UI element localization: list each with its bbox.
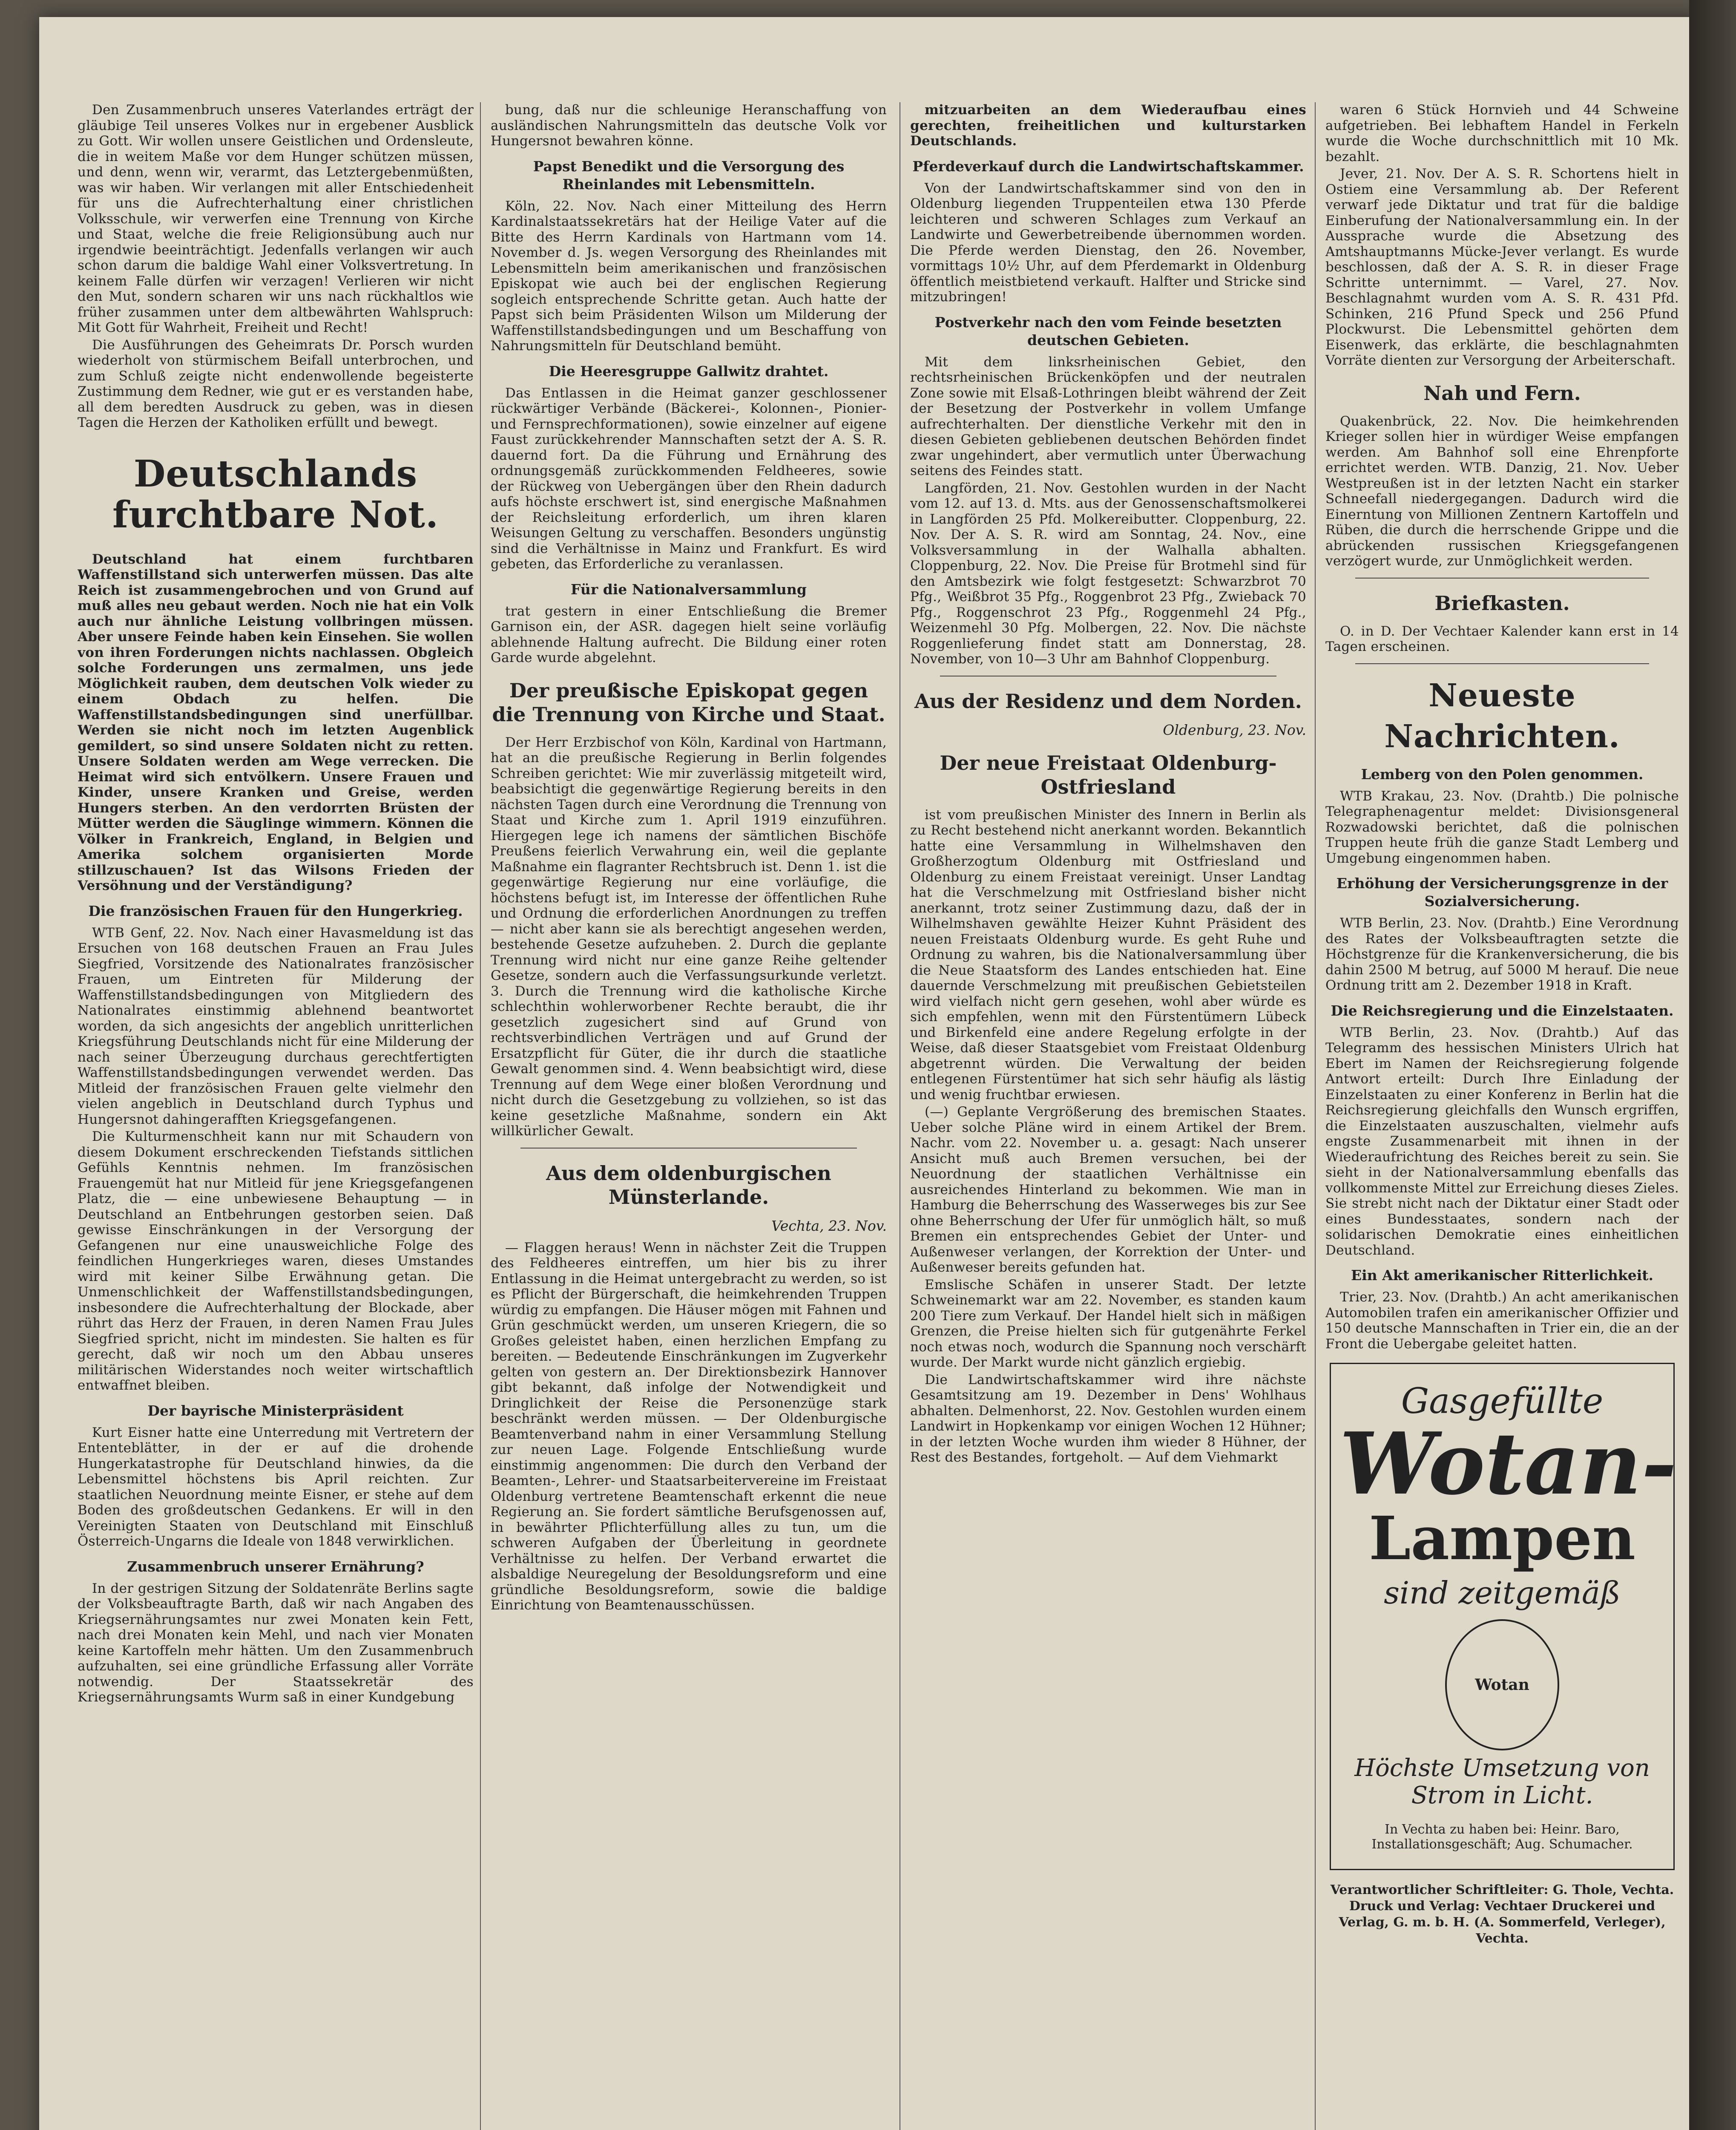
column-4 [1325,102,1679,2130]
subhead-postverkehr: Postverkehr nach den vom Feinde besetzten deutschen Gebieten. [934,314,1282,348]
article-text: Köln, 22. Nov. Nach einer Mitteilung des Herrn Kardinalstaatssekretärs hat der Heilige Vater auf die Bitte des Herrn Kardinals von Hartmann vom 14. November d. Js. wegen Versorgung des Rheinlandes mit Lebensmitteln beim amerikanischen und französischen Episkopat wie auch bei der englischen Regierung sogleich entsprechende Schritte getan. Auch hatte der Papst sich beim Präsidenten Wilson um Milderung der Waffenstillstandsbedingungen und um Beschaffung von Nahrungsmitteln für Deutschland bemüht. [491,198,887,354]
article-text: ist vom preußischen Minister des Innern in Berlin als zu Recht bestehend nicht anerkannt worden. Bekanntlich hatte eine Versammlung in Wilhelmshaven den Großherzogtum Oldenburg mit Ostfriesland und Oldenburg zu einem Freistaat vereinigt. Unser Landtag hat die Verschmelzung mit Ostfriesland bisher nicht anerkannt, trotz seiner Zustimmung dazu, daß der in Wilhelmshaven gewählte Heizer Kuhnt Präsident des neuen Freistaats Oldenburg wurde. Es geht Ruhe und Ordnung zu wahren, bis die Nationalversammlung über die Neue Staatsform des Landes entschieden hat. Eine dauernde Verschmelzung mit preußischen Gebietsteilen wird vielfach nicht gern gesehen, wohl aber würde es sich empfehlen, wenn mit den Fürstentümern Lübeck und Birkenfeld eine andere Regelung erfolgte in der Weise, daß dieser Staatsgebiet vom Freistaat Oldenburg abgetrennt würden. Die Verwaltung der beiden entlegenen Fürstentümer hat sich sehr häufig als lästig und wenig fruchtbar erwiesen. [910,807,1306,1102]
headline-nah-und-fern: Nah und Fern. [1423,381,1581,405]
ad-slogan: Höchste Umsetzung von Strom in Licht. [1354,1754,1650,1809]
article-text: mitzuarbeiten an dem Wiederaufbau eines gerechten, freiheitlichen und kulturstarken Deutschlands. [910,102,1306,149]
article-text: Deutschland hat einem furchtbaren Waffenstillstand sich unterwerfen müssen. Das alte Reich ist zusammengebrochen und von Grund auf muß alles neu gebaut werden. Noch nie hat ein Volk auch nur ähnliche Leistung vollbringen müssen. Aber unsere Feinde haben kein Einsehen. Sie wollen von ihren Forderungen nichts nachlassen. Obgleich solche Forderungen uns zermalmen, uns jede Möglichkeit rauben, dem deutschen Volk wieder zu einem Obdach zu helfen. Die Waffenstillstandsbedingungen sind unerfüllbar. Werden sie nicht noch im letzten Augenblick gemildert, so sind unsere Soldaten nicht zu retten. Unsere Soldaten werden am Wege verrecken. Die Heimat wird sich entvölkern. Unsere Frauen und Kinder, unsere Kranken und Greise, werden Hungers sterben. An den verdorrten Brüsten der Mütter werden die Säuglinge wimmern. Können die Völker in Frankreich, England, in Belgien und Amerika solchem organisierten Morde stillzuschauen? Ist das Wilsons Frieden der Versöhnung und der Verständigung? [78,551,474,893]
article-text: Kurt Eisner hatte eine Unterredung mit Vertretern der Ententeblätter, in der er auf die drohende Hungerkatastrophe für Deutschland hinwies, da die Lebensmittel höchstens bis April reichten. Zur staatlichen Neuordnung meinte Eisner, er stehe auf dem Boden des großdeutschen Gedankens. Er will in den Vereinigten Staaten von Deutschland mit Einschluß Österreich-Ungarns die Ideale von 1848 verwirklichen. [78,1425,474,1549]
article-text: trat gestern in einer Entschließung die Bremer Garnison ein, der ASR. dagegen hielt seine vorläufig ablehnende Haltung aufrecht. Die Bildung einer roten Garde wurde abgelehnt. [491,603,887,665]
article-text: Den Zusammenbruch unseres Vaterlandes erträgt der gläubige Teil unseres Volkes nur in ergebener Ausblick zu Gott. Wir wollen unsere Geistlichen und Ordensleute, die in weitem Maße vor dem Hunger schützen müssen, und denn, wenn wir, verarmt, das Letztergebenmüßten, was wir haben. Wir verlangen mit aller Entschiedenheit für uns die Aufrechterhaltung einer christlichen Volksschule, wir verwerfen eine Trennung von Kirche und Staat, welche die freie Religionsübung auch nur irgendwie beeinträchtigt. Jedenfalls verlangen wir auch schon darum die baldige Wahl einer Volksvertretung. In keinem Falle dürfen wir verzagen! Verlieren wir nicht den Mut, sondern scharen wir uns nach rückhaltlos wie früher zusammen unter dem altbewährten Wahlspruch: Mit Gott für Wahrheit, Freiheit und Recht! [78,102,474,335]
ad-brand: Wotan- [1339,1414,1677,1514]
column-3 [910,102,1306,2130]
subhead-ernaehrung: Zusammenbruch unserer Ernährung? [127,1558,424,1575]
article-text: bung, daß nur die schleunige Heranschaffung von ausländischen Nahrungsmitteln das deutsche Volk vor Hungersnot bewahren könne. [491,102,887,149]
article-text: Emslische Schäfen in unserer Stadt. Der letzte Schweinemarkt war am 22. November, es standen kaum 200 Tiere zum Verkauf. Der Handel hielt sich in mäßigen Grenzen, die Preise hielten sich für gutgenährte Ferkel noch etwas noch, wodurch die Spannung noch verschärft wurde. Der Markt wurde nicht gänzlich ergiebig. [910,1277,1306,1370]
article-text: Die Ausführungen des Geheimrats Dr. Porsch wurden wiederholt von stürmischem Beifall unterbrochen, und zum Schluß zeigte nicht endenwollende begeisterte Zustimmung dem Redner, wie gut er es verstanden habe, all dem beredten Ausdruck zu geben, was in diesen Tagen die Herzen der Katholiken erfüllt und bewegt. [78,337,474,430]
headline-residenz: Aus der Residenz und dem Norden. [914,689,1302,713]
article-text: Mit dem linksrheinischen Gebiet, den rechtsrheinischen Brückenköpfen und der neutralen Zone sowie mit Elsaß-Lothringen bleibt während der Zeit der Besetzung der Postverkehr in vollem Umfange aufrechterhalten. Der dienstliche Verkehr mit den in diesen Gebieten gebliebenen deutschen Behörden findet zwar ungehindert, aber vermutlich unter Überwachung seitens des Feindes statt. [910,354,1306,478]
subhead-gallwitz: Die Heeresgruppe Gallwitz drahtet. [549,363,829,380]
article-text: waren 6 Stück Hornvieh und 44 Schweine aufgetrieben. Bei lebhaftem Handel in Ferkeln wurde die Woche durchschnittlich mit 10 Mk. bezahlt. [1325,102,1679,164]
ad-line: Gasgefüllte [1401,1381,1604,1422]
article-text: (—) Geplante Vergrößerung des bremischen Staates. Ueber solche Pläne wird in einem Artikel der Brem. Nachr. vom 22. November u. a. gesagt: Nach unserer Ansicht muß auch Bremen versuchen, bei der Neuordnung der staatlichen Verhältnisse ein ausreichendes Hinterland zu bekommen. Wie man in Hamburg die Beherrschung des Wasserweges bis zur See ohne Beherrschung der Ufer für unmöglich hält, so muß Bremen ein entsprechendes Gebiet der Unter- und Außenweser verlangen, der Korrektion der Unter- und Außenweser bereits gefunden hat. [910,1104,1306,1275]
headline-muensterlande: Aus dem oldenburgischen Münsterlande. [546,1161,831,1209]
article-text: In der gestrigen Sitzung der Soldatenräte Berlins sagte der Volksbeauftragte Barth, daß wir nach Angaben des Kriegsernährungsamtes nur zwei Monaten kein Fett, nach drei Monaten kein Mehl, und nach vier Monaten keine Kartoffeln mehr hätten. Um den Zusammenbruch aufzuhalten, sei eine gründliche Erfassung aller Vorräte notwendig. Der Staatssekretär des Kriegsernährungsamts Wurm saß in einer Kundgebung [78,1580,474,1705]
subhead-lemberg: Lemberg von den Polen genommen. [1361,766,1644,783]
divider [1355,578,1649,579]
subhead-frauen: Die französischen Frauen für den Hungerkrieg. [88,902,463,919]
article-text: Der Herr Erzbischof von Köln, Kardinal von Hartmann, hat an die preußische Regierung in Berlin folgendes Schreiben gerichtet: Wie mir zuverlässig mitgeteilt wird, beabsichtigt die gegenwärtige Regierung bereits in den nächsten Tagen durch eine Verordnung die Trennung von Staat und Kirche zum 1. April 1919 einzuführen. Hiergegen lege ich namens der sämtlichen Bischöfe Preußens feierlich Verwahrung ein, weil die geplante Maßnahme ein flagranter Rechtsbruch ist. Denn 1. ist die gegenwärtige Regierung nur eine vorläufige, die höchstens befugt ist, im Interesse der öffentlichen Ruhe und Ordnung die erforderlichen Anordnungen zu treffen — nicht aber kann sie als berechtigt angesehen werden, bestehende Gesetze aufzuheben. 2. Durch die geplante Trennung wird nicht nur eine ganze Reihe geltender Gesetze, sondern auch die Verfassungsurkunde verletzt. 3. Durch die Trennung wird die katholische Kirche schlechthin wohlerworbener Rechte beraubt, die ihr gesetzlich zugesichert sind auf Grund von rechtsverbindlichen Verträgen und auf Grund der Ersatzpflicht für Güter, die ihr durch die staatliche Gewalt genommen sind. 4. Wenn beabsichtigt wird, diese Trennung auf dem Wege einer bloßen Verordnung und nicht durch die Gesetzgebung zu vollziehen, so ist das keine gesetzliche Maßnahme, sondern ein Akt willkürlicher Gewalt. [491,734,887,1139]
column-1 [78,102,474,2130]
dateline: Vechta, 23. Nov. [771,1217,887,1234]
headline-episkopat: Der preußische Episkopat gegen die Trennung von Kirche und Staat. [492,679,885,726]
article-text: O. in D. Der Vechtaer Kalender kann erst in 14 Tagen erscheinen. [1325,623,1679,654]
article-text: Langförden, 21. Nov. Gestohlen wurden in der Nacht vom 12. auf 13. d. Mts. aus der Genossenschaftsmolkerei in Langförden 25 Pfd. Molkereibutter. Cloppenburg, 22. Nov. Der A. S. R. wird am Sonntag, 24. Nov., eine Volksversammlung in der Walhalla abhalten. Cloppenburg, 22. Nov. Die Preise für Brotmehl sind für den Amtsbezirk wie folgt festgesetzt: Schwarzbrot 70 Pfg., Weißbrot 35 Pfg., Roggenbrot 23 Pfg., Zwieback 70 Pfg., Roggenschrot 23 Pfg., Roggenmehl 24 Pfg., Weizenmehl 30 Pfg. Molbergen, 22. Nov. Die nächste Roggenlieferung findet statt am Donnerstag, 28. November, von 10—3 Uhr am Bahnhof Cloppenburg. [910,480,1306,667]
article-text: WTB Berlin, 23. Nov. (Drahtb.) Eine Verordnung des Rates der Volksbeauftragten setzte die Höchstgrenze für die Krankenversicherung, die bis dahin 2500 M betrug, auf 5000 M herauf. Die neue Ordnung tritt am 2. Dezember 1918 in Kraft. [1325,915,1679,993]
binding-edge [1689,0,1736,2130]
article-text: — Flaggen heraus! Wenn in nächster Zeit die Truppen des Feldheeres eintreffen, um hier bis zu ihrer Entlassung in die Heimat untergebracht zu werden, so ist es Pflicht der Bürgerschaft, die heimkehrenden Truppen würdig zu empfangen. Die Häuser mögen mit Fahnen und Grün geschmückt werden, um unseren Kriegern, die so Großes geleistet haben, einen herzlichen Empfang zu bereiten. — Bedeutende Einschränkungen im Zugverkehr gelten von gestern an. Der Direktionsbezirk Hannover gibt bekannt, daß infolge der Notwendigkeit und Dringlichkeit der Reise die Personenzüge stark beschränkt werden müssen. — Der Oldenburgische Beamtenverband nahm in einer Versammlung Stellung zur neuen Lage. Folgende Entschließung wurde einstimmig angenommen: Die durch den Verband der Beamten-, Lehrer- und Staatsarbeitervereine im Freistaat Oldenburg vertretene Beamtenschaft erkennt die neue Regierung an. Sie fordert sämtliche Berufsgenossen auf, in bewährter Pflichterfüllung alles zu tun, um die schweren Aufgaben der Überleitung in geordnete Verhältnisse zu helfen. Der Verband erwartet die alsbaldige Neuregelung der Besoldungsreform und eine gründliche Besoldungsreform, sowie die baldige Einrichtung von Beamtenausschüssen. [491,1240,887,1613]
column-2 [491,102,887,2130]
article-text: Jever, 21. Nov. Der A. S. R. Schortens hielt in Ostiem eine Versammlung ab. Der Referent verwarf jede Diktatur und trat für die baldige Einberufung der Nationalversammlung ein. In der Aussprache wurde die Absetzung des Amtshauptmanns Mücke-Jever verlangt. Es wurde beschlossen, daß der A. S. R. in dieser Frage Schritte unternimmt. — Varel, 27. Nov. Beschlagnahmt wurden vom A. S. R. 431 Pfd. Schinken, 216 Pfund Speck und 256 Pfund Plockwurst. Die Lebensmittel gehörten dem Eisenwerk, das erklärte, die beschlagnahmten Vorräte dienten zur Versorgung der Arbeiterschaft. [1325,166,1679,368]
article-text: WTB Berlin, 23. Nov. (Drahtb.) Auf das Telegramm des hessischen Ministers Ulrich hat Ebert im Namen der Reichsregierung folgende Antwort erteilt: Durch Ihre Einladung der Einzelstaaten zu einer Konferenz in Berlin hat die Reichsregierung gleichfalls den Wunsch ergriffen, die Einzelstaaten auszuschalten, vielmehr aufs engste Zusammenarbeit mit ihnen in der Wiederaufrichtung des Reiches bereit zu sein. Sie sieht in der Nationalversammlung ebenfalls das vollkommenste Mittel zur Erreichung dieses Zieles. Sie strebt nicht nach der Diktatur einer Stadt oder eines Bundesstaates, sondern nach der solidarischen Demokratie eines einheitlichen Deutschland. [1325,1025,1679,1258]
subhead-einzelstaaten: Die Reichsregierung und die Einzelstaaten. [1331,1002,1674,1019]
subhead-papst: Papst Benedikt und die Versorgung des Rheinlandes mit Lebensmitteln. [533,158,845,193]
subhead-versicherungsgrenze: Erhöhung der Versicherungsgrenze in der Sozialversicherung. [1336,875,1668,910]
ad-line: sind zeitgemäß [1384,1575,1621,1611]
divider [1355,663,1649,664]
headline-deutschlands-not: Deutschlands furchtbare Not. [112,452,439,536]
bulb-label: Wotan [1475,1676,1529,1694]
dateline: Oldenburg, 23. Nov. [1163,721,1306,738]
article-text: WTB Genf, 22. Nov. Nach einer Havasmeldung ist das Ersuchen von 168 deutschen Frauen an Frau Jules Siegfried, Vorsitzende des Nationalrates französischer Frauen, um Eintreten für Milderung der Waffenstillstandsbedingungen von Mitgliedern des Nationalrates einstimmig ablehnend beantwortet worden, da sich angesichts der angeblich unritterlichen Kriegsführung Deutschlands nicht für eine Milderung der nach seiner Überzeugung durchaus gerechtfertigten Waffenstillstandsbedingungen verwendet werden. Das Mitleid der französischen Frauen gelte vielmehr den vielen angeblich in Deutschland durch Typhus und Hungersnot dahingerafften Kriegsgefangenen. [78,925,474,1127]
ad-dealer: In Vechta zu haben bei: Heinr. Baro, Installationsgeschäft; Aug. Schumacher. [1371,1822,1633,1852]
article-text: Die Kulturmenschheit kann nur mit Schaudern von diesem Dokument erschreckenden Tiefstands sittlichen Gefühls Kenntnis nehmen. Im französischen Frauengemüt hat nur Mitleid für jene Kriegsgefangenen Platz, die — eine unbewiesene Behauptung — in Deutschland an Entbehrungen gestorben seien. Daß gewisse Einschränkungen in der Versorgung der Gefangenen nur eine unausweichliche Folge des feindlichen Hungerkrieges waren, dieses Umstandes wird mit keiner Silbe Erwähnung getan. Die Unmenschlichkeit der Waffenstillstandsbedingungen, insbesondere die Aufrechterhaltung der Blockade, aber rührt das Herz der Frauen, in deren Namen Frau Jules Siegfried spricht, nicht im mindesten. Sie halten es für gerecht, daß wir noch um den Abbau unseres militärischen Widerstandes noch weiter wirtschaftlich entwaffnet bleiben. [78,1129,474,1393]
subhead-bayr-ministerpraesident: Der bayrische Ministerpräsident [147,1402,404,1419]
article-text: Das Entlassen in die Heimat ganzer geschlossener rückwärtiger Verbände (Bäckerei-, Kolonnen-, Pionier- und Fernsprechformationen), sowie einzelner auf eigene Faust zurückkehrender Mannschaften setzt der A. S. R. dauernd fort. Da die Führung und Ernährung des ordnungsgemäß zurückkommenden Feldheeres, sowie der Rückweg von Uebergängen über den Rhein dadurch aufs höchste erschwert ist, sind energische Maßnahmen der Reichsleitung erforderlich, um ihren klaren Weisungen Geltung zu verschaffen. Besonders ungünstig sind die Verhältnisse in Mainz und Frankfurt. Es wird gebeten, das Erforderliche zu veranlassen. [491,385,887,572]
wotan-lampen-advertisement [1330,1363,1675,1870]
article-text: Quakenbrück, 22. Nov. Die heimkehrenden Krieger sollen hier in würdiger Weise empfangen werden. Am Bahnhof soll eine Ehrenpforte errichtet werden. WTB. Danzig, 21. Nov. Ueber Westpreußen ist in der letzten Nacht ein starker Schneefall niedergegangen. Dadurch wird die Einerntung von Millionen Zentnern Kartoffeln und Rüben, die durch die herrschende Grippe und die abrückenden russischen Kriegsgefangenen verzögert wurde, zur Unmöglichkeit werden. [1325,413,1679,569]
article-text: Von der Landwirtschaftskammer sind von den in Oldenburg liegenden Truppenteilen etwa 130 Pferde leichteren und schweren Schlages zum Verkauf an Landwirte und Gewerbetreibende übernommen worden. Die Pferde werden Dienstag, den 26. November, vormittags 10½ Uhr, auf dem Pferdemarkt in Oldenburg öffentlich meistbietend verkauft. Halfter und Stricke sind mitzubringen! [910,180,1306,305]
light-bulb-icon [1445,1619,1559,1750]
column-rule [1315,102,1316,2130]
newspaper-page [39,17,1700,2130]
ad-product: Lampen [1368,1504,1636,1574]
headline-neueste-nachrichten: Neueste Nachrichten. [1384,677,1620,755]
imprint: Verantwortlicher Schriftleiter: G. Thole, Vechta. Druck und Verlag: Vechtaer Druckerei und Verlag, G. m. b. H. (A. Sommerfeld, Verleger), Vechta. [1330,1882,1674,1946]
column-rule [480,102,481,2130]
subhead-nationalversammlung: Für die Nationalversammlung [570,581,807,598]
subhead-pferdeverkauf: Pferdeverkauf durch die Landwirtschaftskammer. [912,158,1304,175]
subhead-ritterlichkeit: Ein Akt amerikanischer Ritterlichkeit. [1351,1267,1653,1284]
article-text: Trier, 23. Nov. (Drahtb.) An acht amerikanischen Automobilen trafen ein amerikanischer Offizier und 150 deutsche Mannschaften in Trier ein, die an der Front die Uebergabe geleitet hatten. [1325,1290,1679,1352]
article-text: WTB Krakau, 23. Nov. (Drahtb.) Die polnische Telegraphenagentur meldet: Divisionsgeneral Rozwadowski berichtet, daß die polnischen Truppen heute früh die ganze Stadt Lemberg und Umgebung eingenommen haben. [1325,788,1679,866]
article-text: Die Landwirtschaftskammer wird ihre nächste Gesamtsitzung am 19. Dezember in Dens' Wohlhaus abhalten. Delmenhorst, 22. Nov. Gestohlen wurden einem Landwirt in Hopkenkamp vor einigen Wochen 12 Hühner; in der letzten Woche wurden ihm wieder 8 Hühner, der Rest des Bestandes, fortgeholt. — Auf dem Viehmarkt [910,1372,1306,1465]
headline-freistaat: Der neue Freistaat Oldenburg-Ostfriesland [940,751,1277,798]
headline-briefkasten: Briefkasten. [1434,591,1570,615]
